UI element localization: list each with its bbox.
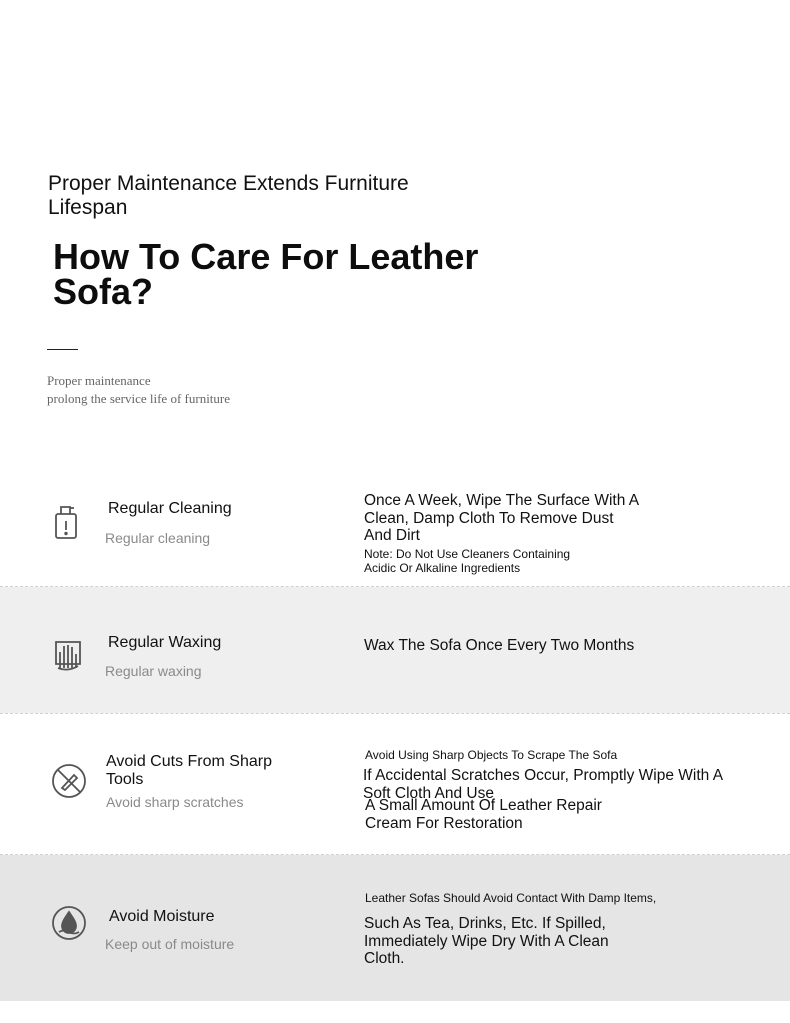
waxing-hand-icon bbox=[48, 634, 88, 674]
moisture-note: Leather Sofas Should Avoid Contact With Damp Items, bbox=[365, 891, 657, 905]
section-title-waxing: Regular Waxing bbox=[108, 634, 222, 651]
section-subtitle-waxing: Regular waxing bbox=[105, 663, 202, 679]
section-subtitle-sharp: Avoid sharp scratches bbox=[106, 794, 244, 810]
section-divider bbox=[0, 586, 790, 587]
section-title-cleaning: Regular Cleaning bbox=[108, 500, 232, 517]
no-sharp-objects-icon bbox=[49, 761, 89, 801]
waxing-instructions: Wax The Sofa Once Every Two Months bbox=[364, 637, 635, 654]
section-subtitle-cleaning: Regular cleaning bbox=[105, 530, 211, 546]
cleaning-note: Note: Do Not Use Cleaners Containing Acidic Or Alkaline Ingredients bbox=[364, 547, 571, 575]
intro-line-2: prolong the service life of furniture bbox=[47, 391, 231, 406]
section-subtitle-moisture: Keep out of moisture bbox=[105, 936, 235, 952]
sharp-note: Avoid Using Sharp Objects To Scrape The Sofa bbox=[365, 748, 618, 762]
section-title-sharp: Avoid Cuts From Sharp Tools bbox=[106, 753, 272, 788]
water-drop-icon bbox=[49, 903, 89, 943]
cleaning-instructions: Once A Week, Wipe The Surface With A Clean, Damp Cloth To Remove Dust And Dirt bbox=[364, 492, 639, 544]
intro-line-1: Proper maintenance bbox=[47, 373, 151, 388]
title-divider bbox=[47, 349, 78, 350]
section-divider bbox=[0, 854, 790, 855]
section-divider bbox=[0, 713, 790, 714]
sharp-instructions-1: If Accidental Scratches Occur, Promptly Wipe With A Soft Cloth And Use bbox=[363, 767, 723, 802]
moisture-instructions: Such As Tea, Drinks, Etc. If Spilled, Immediately Wipe Dry With A Clean Cloth. bbox=[364, 915, 609, 967]
sharp-instructions-2: A Small Amount Of Leather Repair Cream For Restoration bbox=[365, 797, 602, 832]
cleaner-bottle-icon bbox=[46, 501, 86, 541]
intro-text bbox=[47, 372, 307, 408]
section-title-moisture: Avoid Moisture bbox=[109, 908, 215, 925]
page-subtitle: Proper Maintenance Extends Furniture Lifespan bbox=[48, 172, 409, 219]
page-title: How To Care For Leather Sofa? bbox=[53, 236, 479, 312]
